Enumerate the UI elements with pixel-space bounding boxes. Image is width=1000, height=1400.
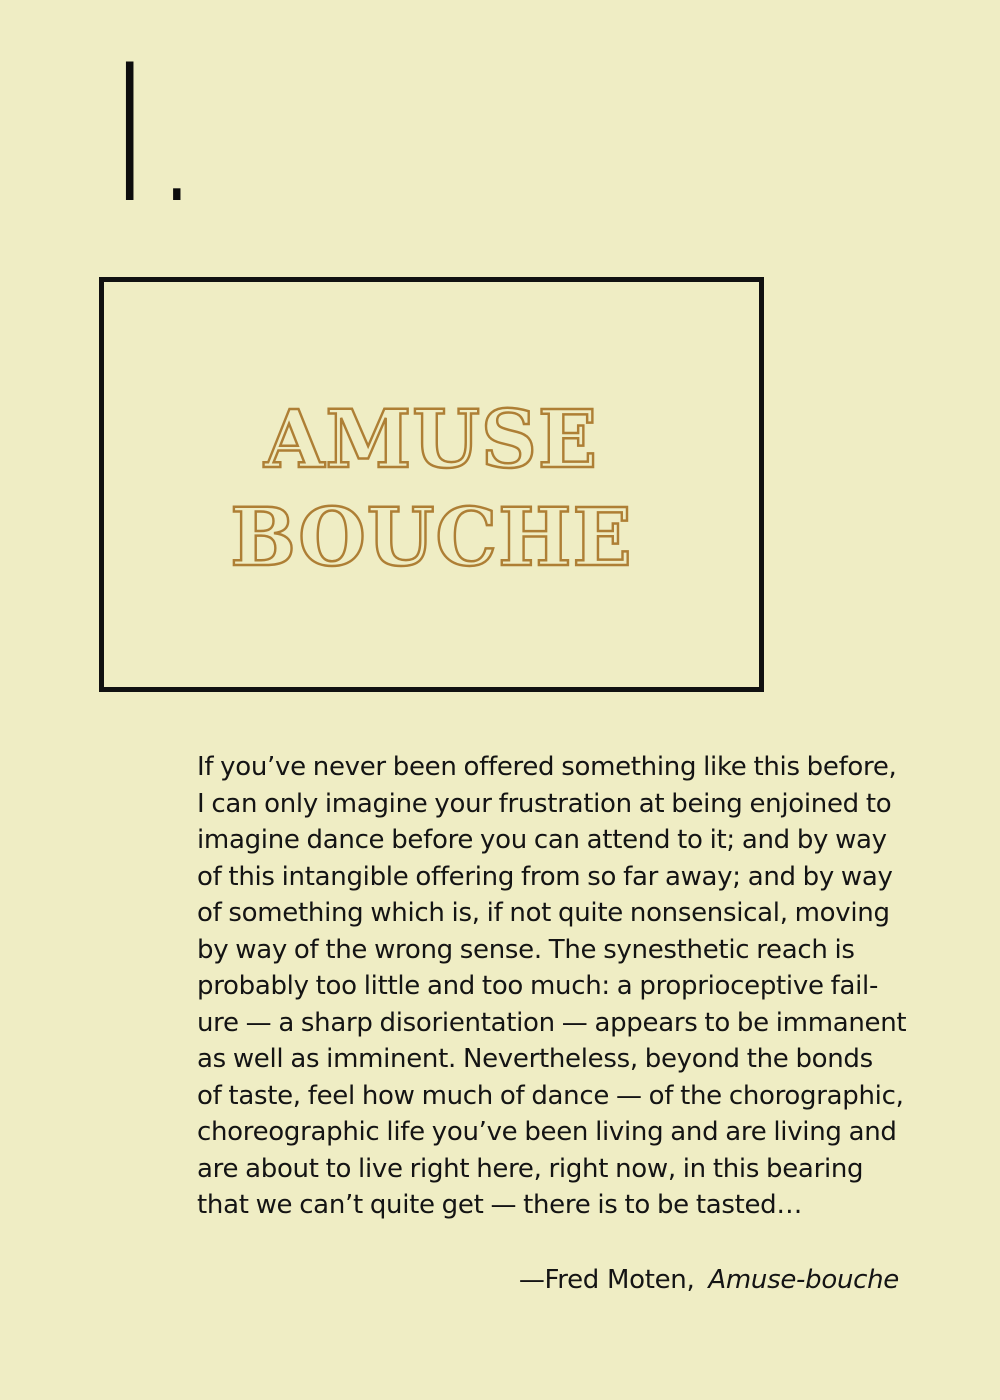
- epigraph-paragraph: If you’ve never been offered something like this before, I can only imagine your frustration at being enjoined to imagine dance before you can attend to it; and by way of this intangible offering from so far away; and by way of something which is, if not quite nonsensical, moving by way of the wrong sense. The synesthetic reach is probably too little and too much: a proprioceptive fail- ure — a sharp disorientation — appears to be immanent as well as imminent. Nevertheless, beyond the bonds of taste, feel how much of dance — of the chorographic, choreographic life you’ve been living and are living and are about to live right here, right now, in this bearing that we can’t quite get — there is to be tasted…: [197, 752, 907, 1220]
- title-line-2: [104, 490, 759, 584]
- title-line-1-text: AMUSE: [264, 392, 599, 486]
- title-frame: [99, 277, 764, 692]
- title-line-1: [104, 392, 759, 486]
- title-line-2-text: BOUCHE: [230, 490, 633, 584]
- attribution-author: —Fred Moten,: [518, 1265, 695, 1295]
- attribution: [519, 1262, 899, 1298]
- attribution-work-title: Amuse-bouche: [708, 1265, 899, 1295]
- chapter-number: I.: [108, 24, 202, 245]
